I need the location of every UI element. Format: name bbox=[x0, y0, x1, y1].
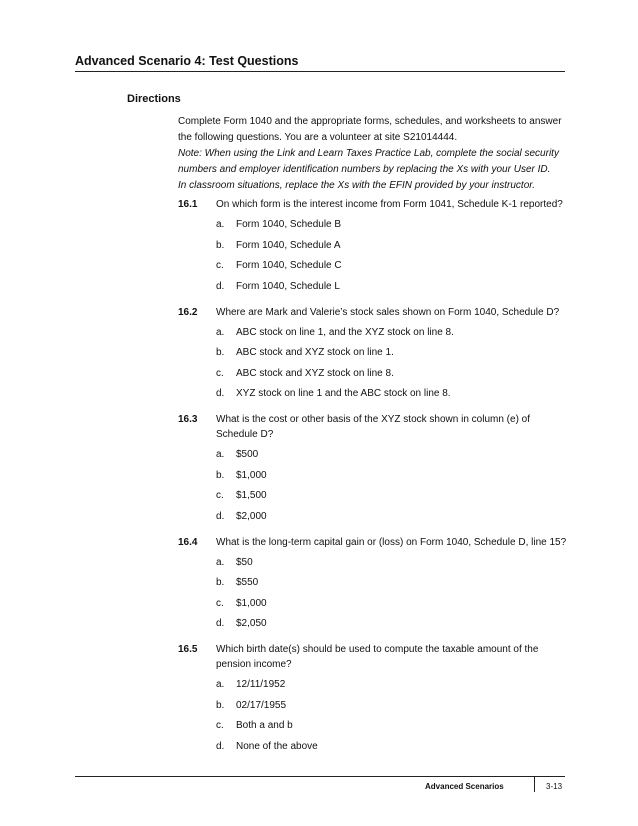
answer-letter: a. bbox=[216, 556, 225, 568]
answer-option bbox=[216, 258, 588, 273]
answer-option bbox=[216, 677, 588, 692]
footer-section-name: Advanced Scenarios bbox=[425, 782, 504, 791]
answer-letter: d. bbox=[216, 740, 225, 752]
answer-letter: a. bbox=[216, 449, 225, 460]
answer-letter: b. bbox=[216, 239, 225, 251]
question-number: 16.3 bbox=[178, 414, 198, 425]
answer-text: $2,050 bbox=[236, 618, 267, 629]
answer-letter: b. bbox=[216, 577, 225, 588]
directions-heading: Directions bbox=[127, 93, 181, 105]
answer-letter: c. bbox=[216, 490, 224, 501]
answer-text: None of the above bbox=[236, 740, 318, 752]
answer-option bbox=[216, 386, 588, 401]
question-text: What is the long-term capital gain or (loss) on Form 1040, Schedule D, line 15? bbox=[216, 536, 567, 548]
answer-text: Form 1040, Schedule B bbox=[236, 219, 342, 230]
answer-text: ABC stock and XYZ stock on line 8. bbox=[236, 367, 394, 379]
answer-option bbox=[216, 279, 588, 294]
question-text: What is the cost or other basis of the XYZ stock shown in column (e) of Schedule D? bbox=[216, 414, 531, 440]
question-number: 16.4 bbox=[178, 536, 198, 548]
answer-option bbox=[216, 718, 588, 733]
answer-text: Both a and b bbox=[236, 720, 293, 731]
note-line: In classroom situations, replace the Xs with the EFIN provided by your instructor. bbox=[178, 180, 536, 191]
answer-option bbox=[216, 596, 588, 611]
question-16-3 bbox=[178, 412, 588, 524]
footer-vertical-divider bbox=[534, 776, 535, 792]
answer-letter: b. bbox=[216, 347, 225, 358]
answer-letter: a. bbox=[216, 219, 225, 230]
answer-option bbox=[216, 739, 588, 754]
note-line: numbers and employer identification numbers by replacing the Xs with your User ID. bbox=[178, 164, 551, 175]
answer-option bbox=[216, 509, 588, 524]
answer-letter: d. bbox=[216, 510, 225, 522]
answer-text: ABC stock on line 1, and the XYZ stock on line 8. bbox=[236, 326, 454, 338]
answer-text: 12/11/1952 bbox=[236, 679, 286, 690]
answer-letter: d. bbox=[216, 618, 225, 629]
answer-letter: b. bbox=[216, 469, 225, 481]
answer-text: Form 1040, Schedule L bbox=[236, 280, 340, 292]
answer-option bbox=[216, 217, 588, 232]
question-number: 16.2 bbox=[178, 306, 198, 318]
answer-text: 02/17/1955 bbox=[236, 699, 287, 711]
answer-text: XYZ stock on line 1 and the ABC stock on line 8. bbox=[236, 388, 451, 399]
question-number: 16.1 bbox=[178, 199, 198, 210]
answer-option bbox=[216, 575, 588, 590]
answer-text: Form 1040, Schedule A bbox=[236, 239, 341, 251]
question-16-4 bbox=[178, 535, 588, 632]
intro-line: Complete Form 1040 and the appropriate forms, schedules, and worksheets to answer bbox=[178, 116, 562, 127]
answer-option bbox=[216, 468, 588, 483]
answer-text: $2,000 bbox=[236, 510, 267, 522]
answer-letter: d. bbox=[216, 280, 225, 292]
intro-line: the following questions. You are a volunteer at site S21014444. bbox=[178, 132, 458, 143]
answer-option bbox=[216, 488, 588, 503]
question-16-2 bbox=[178, 305, 588, 402]
answer-text: $1,000 bbox=[236, 469, 267, 481]
answer-option bbox=[216, 345, 588, 360]
answer-option bbox=[216, 366, 588, 381]
answer-letter: a. bbox=[216, 326, 225, 338]
answer-letter: c. bbox=[216, 720, 224, 731]
question-text: Which birth date(s) should be used to compute the taxable amount of the pension income? bbox=[216, 644, 539, 670]
answer-text: $500 bbox=[236, 449, 259, 460]
answer-text: ABC stock and XYZ stock on line 1. bbox=[236, 347, 394, 358]
answer-option bbox=[216, 555, 588, 570]
answer-letter: b. bbox=[216, 699, 225, 711]
page-number: 3-13 bbox=[546, 782, 563, 791]
question-list bbox=[178, 197, 588, 765]
answer-option bbox=[216, 238, 588, 253]
answer-text: $50 bbox=[236, 556, 253, 568]
note-line: Note: When using the Link and Learn Taxes Practice Lab, complete the social security bbox=[178, 148, 559, 159]
page-title: Advanced Scenario 4: Test Questions bbox=[75, 54, 299, 68]
answer-text: Form 1040, Schedule C bbox=[236, 260, 342, 271]
title-divider bbox=[75, 71, 565, 72]
answer-option bbox=[216, 447, 588, 462]
answer-text: $550 bbox=[236, 577, 259, 588]
question-16-1 bbox=[178, 197, 588, 294]
answer-text: $1,500 bbox=[236, 490, 267, 501]
question-text: On which form is the interest income from Form 1041, Schedule K-1 reported? bbox=[216, 199, 563, 210]
question-16-5 bbox=[178, 642, 588, 754]
question-text: Where are Mark and Valerie’s stock sales shown on Form 1040, Schedule D? bbox=[216, 306, 560, 318]
answer-text: $1,000 bbox=[236, 597, 267, 609]
answer-option bbox=[216, 616, 588, 631]
answer-letter: c. bbox=[216, 597, 224, 609]
answer-option bbox=[216, 698, 588, 713]
answer-letter: a. bbox=[216, 679, 225, 690]
answer-letter: c. bbox=[216, 367, 224, 379]
question-number: 16.5 bbox=[178, 644, 198, 655]
directions-intro bbox=[178, 114, 588, 146]
footer-divider bbox=[75, 776, 565, 777]
directions-note bbox=[178, 146, 588, 194]
answer-letter: d. bbox=[216, 388, 225, 399]
answer-option bbox=[216, 325, 588, 340]
answer-letter: c. bbox=[216, 260, 224, 271]
